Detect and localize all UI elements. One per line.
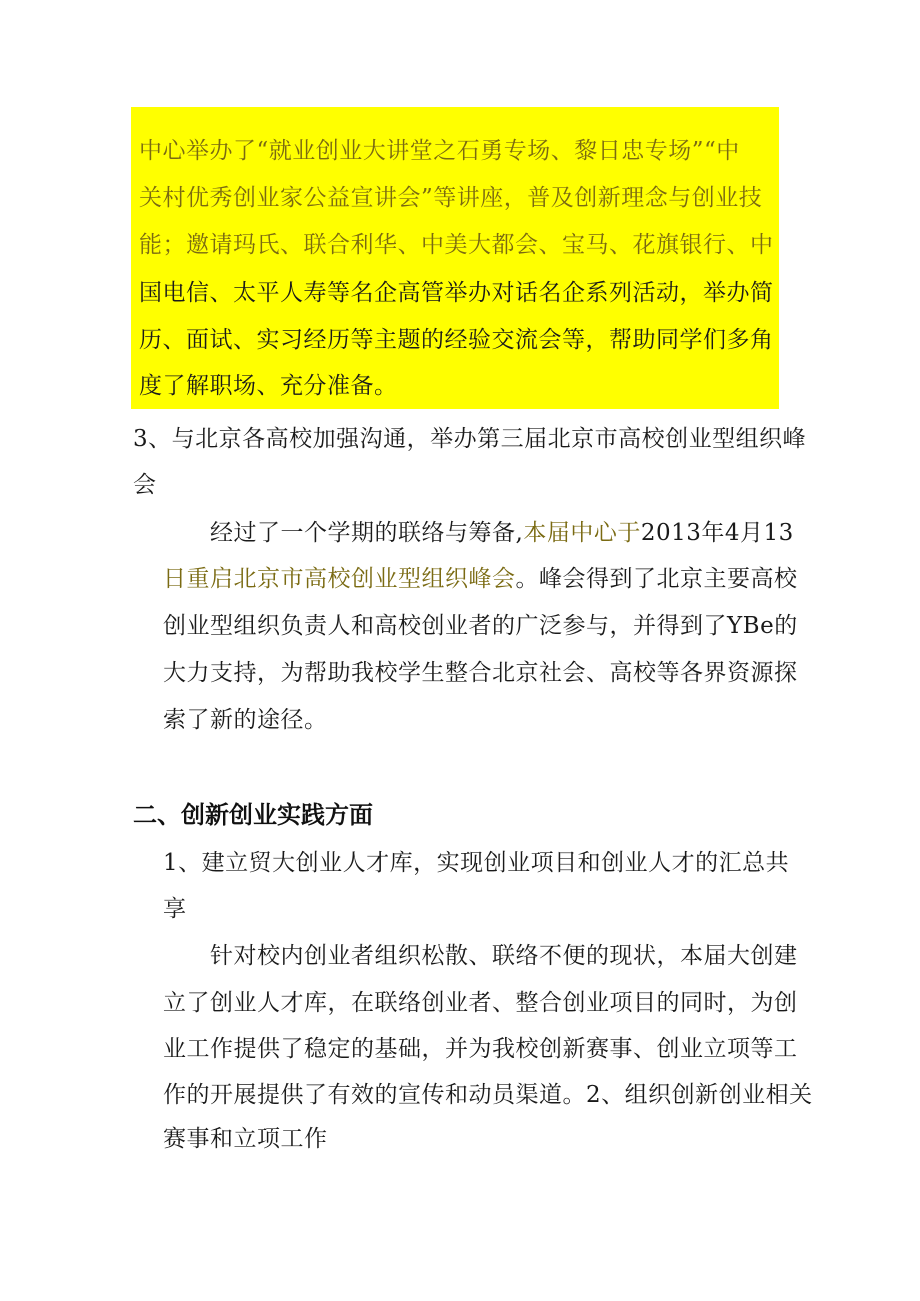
highlighted-line-6: 度了解职场、充分准备。 <box>139 373 398 399</box>
item3-body-line-2-b: 。峰会得到了北京主要高校 <box>515 566 798 592</box>
item3-body-line-1 <box>210 518 794 548</box>
item3-body-line-5: 索了新的途径。 <box>163 707 328 733</box>
section2-body-line-4: 作的开展提供了有效的宣传和动员渠道。2、组织创新创业相关 <box>163 1082 813 1108</box>
item3-body-line-1-a: 经过了一个学期的联络与筹备, <box>210 520 524 546</box>
section2-body-line-3: 业工作提供了稳定的基础，并为我校创新赛事、创业立项等工 <box>163 1036 798 1062</box>
highlighted-line-1: 中心举办了“就业创业大讲堂之石勇专场、黎日忠专场”“中 <box>139 138 740 164</box>
section2-body-line-2: 立了创业人才库，在联络创业者、整合创业项目的同时，为创 <box>163 990 798 1016</box>
section2-item1-title-line-2: 享 <box>163 896 187 922</box>
item3-body-line-2 <box>163 564 798 594</box>
section2-item1-title-line-1: 1、建立贸大创业人才库，实现创业项目和创业人才的汇总共 <box>163 850 790 876</box>
item3-body-line-3: 创业型组织负责人和高校创业者的广泛参与，并得到了YBe的 <box>163 613 798 639</box>
section2-body-line-1: 针对校内创业者组织松散、联络不便的现状，本届大创建 <box>210 943 798 969</box>
item3-body-line-2-a: 日重启北京市高校创业型组织峰会 <box>163 566 516 592</box>
item3-body-line-1-b: 本届中心于 <box>523 520 641 546</box>
highlighted-line-2: 关村优秀创业家公益宣讲会”等讲座，普及创新理念与创业技 <box>139 185 763 211</box>
item3-title-line-2: 会 <box>133 472 157 498</box>
highlighted-line-5: 历、面试、实习经历等主题的经验交流会等，帮助同学们多角 <box>139 327 774 353</box>
highlighted-line-3: 能；邀请玛氏、联合利华、中美大都会、宝马、花旗银行、中 <box>139 232 774 258</box>
item3-title-line-1: 3、与北京各高校加强沟通，举办第三届北京市高校创业型组织峰 <box>133 426 807 452</box>
item3-body-line-4: 大力支持，为帮助我校学生整合北京社会、高校等各界资源探 <box>163 660 798 686</box>
highlighted-line-4: 国电信、太平人寿等名企高管举办对话名企系列活动，举办简 <box>139 280 774 306</box>
section-heading: 二、创新创业实践方面 <box>133 801 373 829</box>
section2-body-line-5: 赛事和立项工作 <box>163 1126 328 1152</box>
item3-body-line-1-c: 2013年4月13 <box>640 520 794 546</box>
